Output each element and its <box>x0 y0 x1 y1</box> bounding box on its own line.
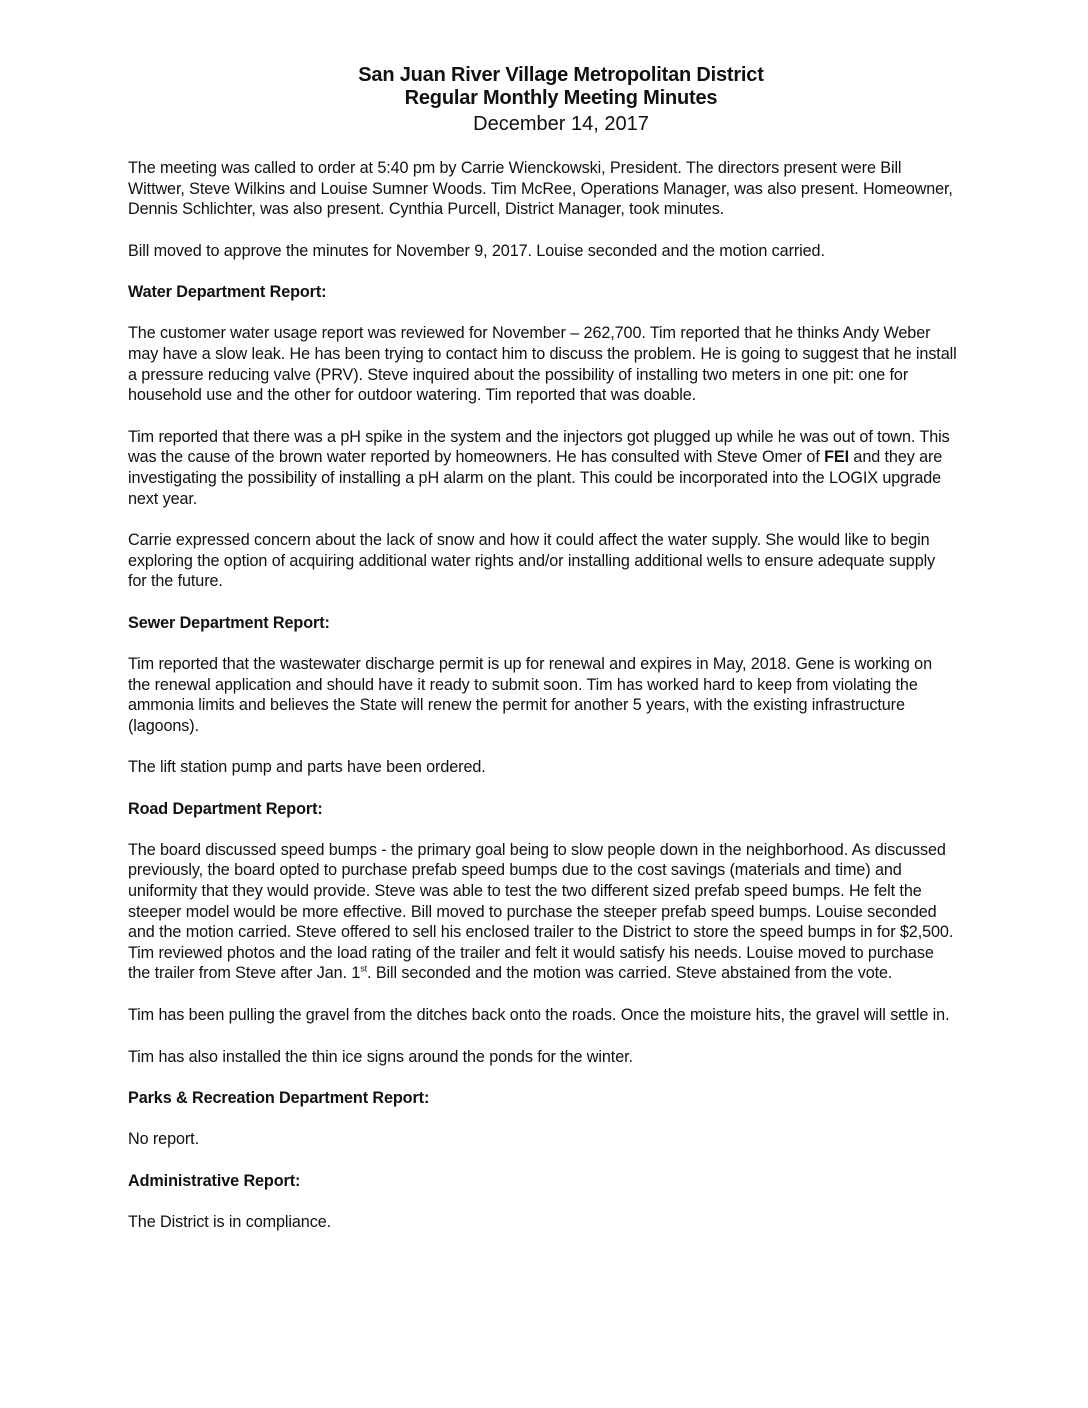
meeting-date: December 14, 2017 <box>473 113 649 135</box>
road-heading: Road Department Report: <box>128 799 323 818</box>
road-paragraph-1 <box>128 840 958 984</box>
road-paragraph-2: Tim has been pulling the gravel from the ditches back onto the roads. Once the moisture hits, the gravel will settle in. <box>128 1006 950 1025</box>
page-title: San Juan River Village Metropolitan District <box>358 64 764 86</box>
road-paragraph-3: Tim has also installed the thin ice signs around the ponds for the winter. <box>128 1047 633 1066</box>
road-p1-text-b: . Bill seconded and the motion was carried. Steve abstained from the vote. <box>367 964 893 983</box>
road-p1-text-a: The board discussed speed bumps - the primary goal being to slow people down in the neighborhood. As discussed previously, the board opted to purchase prefab speed bumps due to the cost savings (materials and time) and uniformity that they would provide. Steve was able to test the two different sized prefab speed bumps. He felt the steeper model would be more effective. Bill moved to purchase the steeper prefab speed bumps. Louise seconded and the motion carried. Steve offered to sell his enclosed trailer to the District to store the speed bumps in for $2,500. Tim reviewed photos and the load rating of the trailer and felt it would satisfy his needs. Louise moved to purchase the trailer from Steve after Jan. 1 <box>128 840 954 983</box>
sewer-heading: Sewer Department Report: <box>128 613 330 632</box>
water-heading: Water Department Report: <box>128 283 327 302</box>
water-paragraph-1: The customer water usage report was reviewed for November – 262,700. Tim reported that he thinks Andy Weber may have a slow leak. He has been trying to contact him to discuss the problem. He is going to suggest that he install a pressure reducing valve (PRV). Steve inquired about the possibility of installing two meters in one pit: one for household use and the other for outdoor watering. Tim reported that was doable. <box>128 324 957 405</box>
parks-paragraph: No report. <box>128 1130 199 1149</box>
water-paragraph-2 <box>128 427 958 509</box>
sewer-paragraph-1: Tim reported that the wastewater discharge permit is up for renewal and expires in May, 2018. Gene is working on the renewal application and should have it ready to submit soon. Tim has worked hard to keep from violating the ammonia limits and believes the State will renew the permit for another 5 years, with the existing infrastructure (lagoons). <box>128 654 932 735</box>
call-to-order-paragraph: The meeting was called to order at 5:40 pm by Carrie Wienckowski, President. The directors present were Bill Wittwer, Steve Wilkins and Louise Sumner Woods. Tim McRee, Operations Manager, was also present. Homeowner, Dennis Schlichter, was also present. Cynthia Purcell, District Manager, took minutes. <box>128 159 953 219</box>
parks-heading: Parks & Recreation Department Report: <box>128 1089 430 1108</box>
admin-heading: Administrative Report: <box>128 1171 301 1190</box>
approval-paragraph: Bill moved to approve the minutes for November 9, 2017. Louise seconded and the motion carried. <box>128 241 825 260</box>
fei-text: FEI <box>824 448 850 467</box>
water-p2-text-b: and they are investigating the possibility of installing a pH alarm on the plant. This could be incorporated into the LOGIX upgrade next year. <box>128 448 943 508</box>
minutes-page <box>128 64 958 1232</box>
sewer-paragraph-2: The lift station pump and parts have been ordered. <box>128 758 486 777</box>
water-p2-text-a: Tim reported that there was a pH spike in the system and the injectors got plugged up while he was out of town. This was the cause of the brown water reported by homeowners. He has consulted with Steve Omer of <box>128 427 950 467</box>
page-subtitle: Regular Monthly Meeting Minutes <box>404 87 718 109</box>
ordinal-superscript: st <box>360 964 368 975</box>
header <box>164 64 958 138</box>
admin-paragraph: The District is in compliance. <box>128 1212 332 1231</box>
water-paragraph-3: Carrie expressed concern about the lack of snow and how it could affect the water supply. She would like to begin exploring the option of acquiring additional water rights and/or installing additional wells to ensure adequate supply for the future. <box>128 531 936 591</box>
